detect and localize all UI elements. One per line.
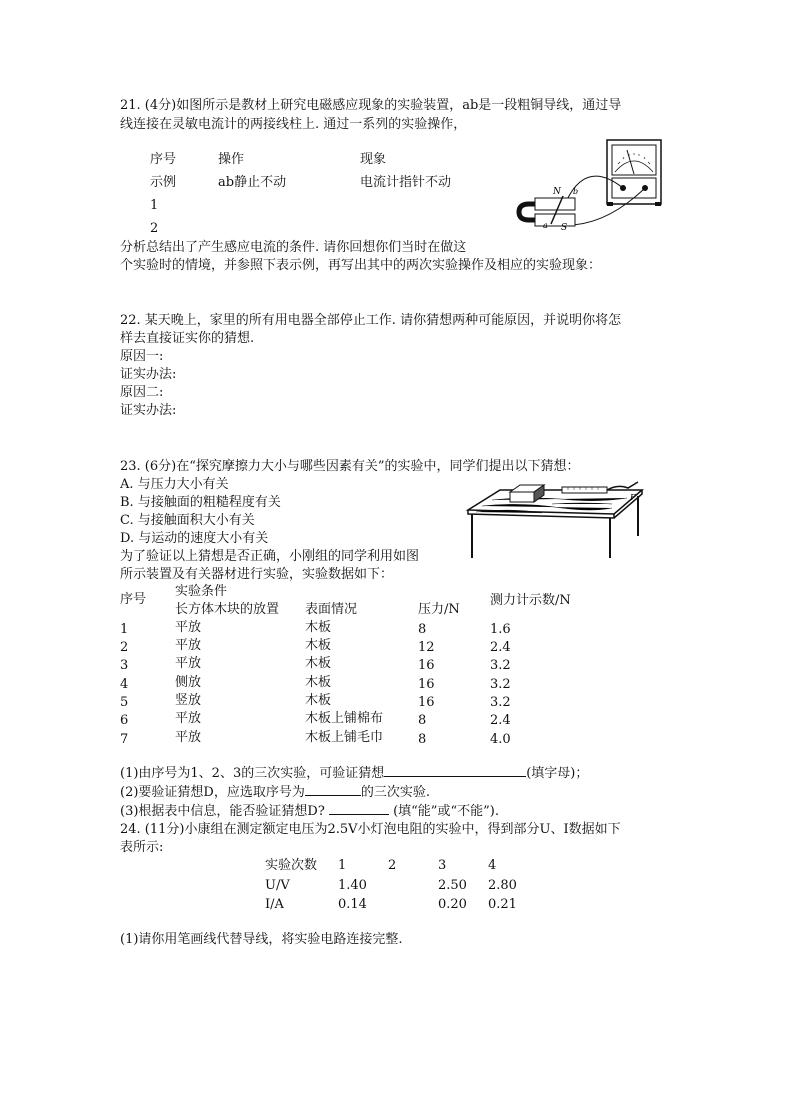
cell-pressure: 16 (418, 658, 435, 673)
q22-line2: 样去直接证实你的猜想. (120, 331, 255, 346)
q22-verify1: 证实办法: (120, 367, 177, 382)
q24-h0: 实验次数 (265, 858, 318, 873)
cell-surface: 木板 (305, 620, 332, 635)
q23-sub2-blank[interactable] (305, 783, 361, 796)
q23-h-cond: 实验条件 (175, 584, 228, 599)
cell-surface: 木板 (305, 675, 332, 690)
q24-line1: 24. (11分)小康组在测定额定电压为2.5V小灯泡电阻的实验中，得到部分U、I数据如下 (120, 822, 621, 837)
q23-sub3-text-a: (3)根据表中信息，能否验证猜想D? (120, 804, 325, 819)
q22-reason2: 原因二: (120, 385, 164, 400)
q23-sub3-text-b: (填“能”或“不能”). (393, 804, 499, 819)
q24-line2: 表所示: (120, 840, 164, 855)
cell-surface: 木板 (305, 638, 332, 653)
cell-pressure: 8 (418, 713, 427, 728)
q23-h-place: 长方体木块的放置 (175, 602, 280, 617)
q21-row-1: 1 (150, 198, 159, 213)
q24-u-label: U/V (265, 878, 290, 893)
q23-opt-c: C. 与接触面积大小有关 (120, 513, 255, 528)
q21-header-ph: 现象 (360, 152, 387, 167)
q21-line1: 21. (4分)如图所示是教材上研究电磁感应现象的实验装置，ab是一段粗铜导线，通过导 (120, 98, 622, 113)
cell-no: 7 (120, 732, 129, 747)
table-board (468, 490, 642, 558)
cell-no: 2 (120, 640, 129, 655)
q21-fig-b: b (573, 187, 579, 196)
q23-opt-b: B. 与接触面的粗糙程度有关 (120, 495, 281, 510)
q21-line2: 线连接在灵敏电流计的两接线柱上. 通过一系列的实验操作， (120, 117, 467, 132)
q23-h-reading: 测力计示数/N (490, 593, 571, 608)
q24-i-3: 0.20 (438, 897, 467, 912)
cell-surface: 木板 (305, 693, 332, 708)
q23-sub2 (120, 783, 430, 801)
cell-no: 1 (120, 622, 129, 637)
galvanometer (607, 140, 661, 206)
q21-line3: 分析总结出了产生感应电流的条件. 请你回想你们当时在做这 (120, 240, 467, 255)
cell-no: 4 (120, 677, 129, 692)
q21-figure (515, 138, 665, 236)
q23-sub2-text-a: (2)要验证猜想D，应选取序号为 (120, 785, 305, 800)
cell-reading: 2.4 (490, 713, 511, 728)
cell-reading: 2.4 (490, 640, 511, 655)
q23-sub1 (120, 764, 588, 782)
cell-surface: 木板 (305, 656, 332, 671)
cell-surface: 木板上铺毛巾 (305, 730, 384, 745)
q23-line1: 23. (6分)在“探究摩擦力大小与哪些因素有关”的实验中，同学们提出以下猜想： (120, 459, 580, 474)
q24-col-1: 1 (338, 858, 347, 873)
q23-opt-a: A. 与压力大小有关 (120, 477, 229, 492)
q24-sub1: (1)请你用笔画线代替导线，将实验电路连接完整. (120, 932, 403, 947)
q23-sub3 (120, 802, 499, 820)
cell-pressure: 12 (418, 640, 435, 655)
cell-no: 5 (120, 695, 129, 710)
q21-header-op: 操作 (218, 152, 245, 167)
q21-header-no: 序号 (150, 152, 177, 167)
q23-fig-label: F (630, 493, 636, 502)
cell-pressure: 16 (418, 677, 435, 692)
cell-surface: 木板上铺棉布 (305, 711, 384, 726)
q21-example-ph: 电流计指针不动 (360, 175, 452, 190)
q24-i-1: 0.14 (338, 897, 367, 912)
q23-opt-d: D. 与运动的速度大小有关 (120, 531, 269, 546)
q23-h-surface: 表面情况 (305, 602, 358, 617)
cell-place: 平放 (175, 638, 202, 653)
q22-line1: 22. 某天晚上，家里的所有用电器全部停止工作. 请你猜想两种可能原因，并说明你将怎 (120, 313, 622, 328)
q23-sub1-blank[interactable] (384, 764, 526, 777)
q22-reason1: 原因一: (120, 349, 164, 364)
q24-i-label: I/A (265, 897, 284, 912)
cell-pressure: 8 (418, 732, 427, 747)
q23-sub1-text-b: (填字母)； (526, 766, 589, 781)
q21-row-2: 2 (150, 221, 159, 236)
q23-line3: 所示装置及有关器材进行实验，实验数据如下： (120, 567, 394, 582)
cell-reading: 3.2 (490, 658, 511, 673)
cell-place: 平放 (175, 730, 202, 745)
cell-no: 3 (120, 658, 129, 673)
q21-line4: 个实验时的情境，并参照下表示例，再写出其中的两次实验操作及相应的实验现象： (120, 258, 602, 273)
cell-place: 平放 (175, 711, 202, 726)
q24-u-1: 1.40 (338, 878, 367, 893)
q24-i-4: 0.21 (488, 897, 517, 912)
cell-reading: 1.6 (490, 622, 511, 637)
cell-reading: 3.2 (490, 677, 511, 692)
q23-figure (462, 478, 647, 560)
q21-example-op: ab静止不动 (218, 175, 287, 190)
cell-no: 6 (120, 713, 129, 728)
q24-col-4: 4 (488, 858, 497, 873)
cell-place: 平放 (175, 620, 202, 635)
q24-u-4: 2.80 (488, 878, 517, 893)
cell-place: 侧放 (175, 675, 202, 690)
q24-u-3: 2.50 (438, 878, 467, 893)
q23-h-no: 序号 (120, 592, 147, 607)
cell-place: 竖放 (175, 693, 202, 708)
q24-col-2: 2 (388, 858, 397, 873)
q24-col-3: 3 (438, 858, 447, 873)
q21-fig-n: N (553, 187, 561, 197)
q21-fig-s: S (561, 223, 568, 233)
q21-fig-a: a (543, 221, 548, 230)
cell-place: 平放 (175, 656, 202, 671)
q23-h-pressure: 压力/N (418, 602, 460, 617)
cell-reading: 3.2 (490, 695, 511, 710)
cell-pressure: 8 (418, 622, 427, 637)
q21-example-no: 示例 (150, 175, 177, 190)
cell-reading: 4.0 (490, 732, 511, 747)
q23-sub3-blank[interactable] (329, 802, 389, 815)
q22-verify2: 证实办法: (120, 403, 177, 418)
q23-sub1-text-a: (1)由序号为1、2、3的三次实验，可验证猜想 (120, 766, 385, 781)
q23-line2: 为了验证以上猜想是否正确，小刚组的同学利用如图 (120, 549, 420, 564)
q23-sub2-text-b: 的三次实验. (360, 785, 430, 800)
cell-pressure: 16 (418, 695, 435, 710)
